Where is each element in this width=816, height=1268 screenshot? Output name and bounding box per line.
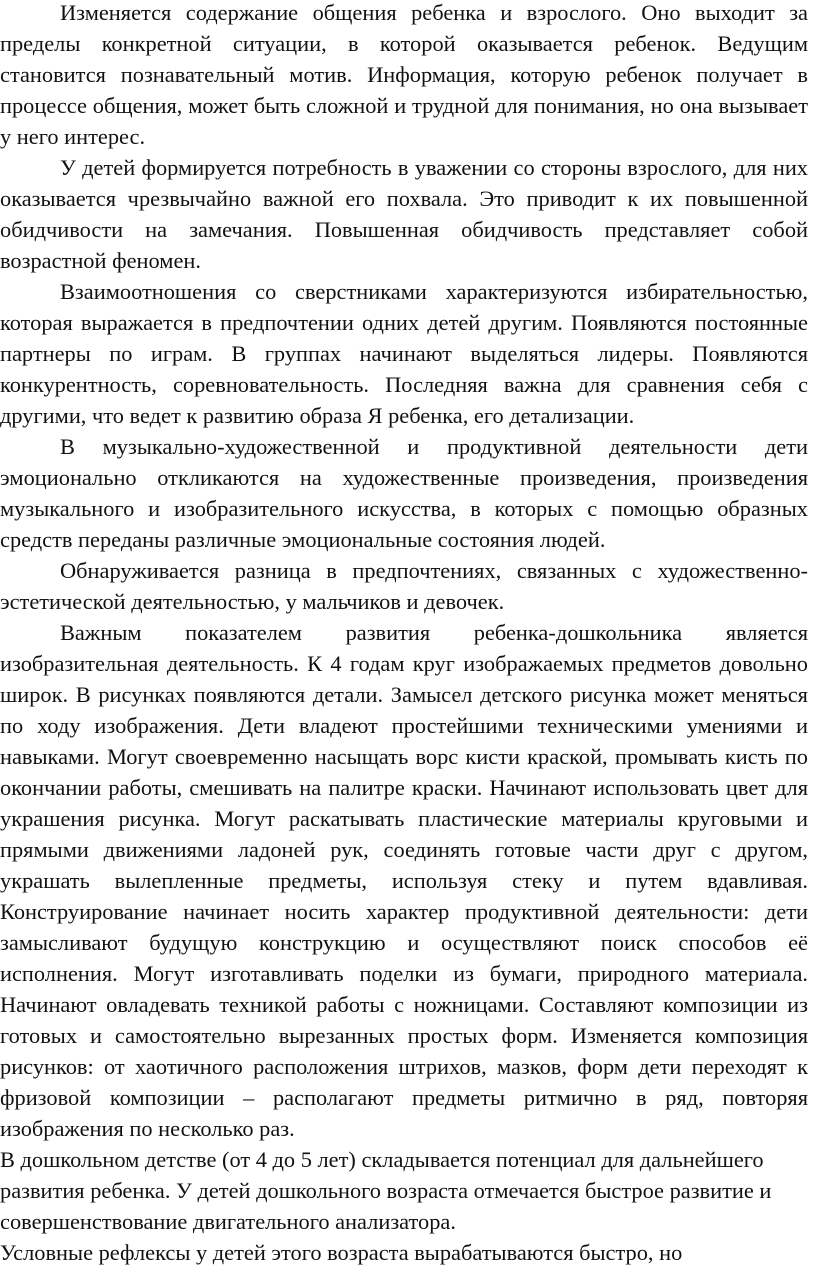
paragraph-potential: В дошкольном детстве (от 4 до 5 лет) складывается потенциал для дальнейшего развития ребенка. У детей дошкольного возраста отмечается быстрое развитие и совершенствование двигательного анализатора.: [0, 1147, 772, 1234]
paragraph-respect: У детей формируется потребность в уважении со стороны взрослого, для них оказывается чрезвычайно важной его похвала. Это приводит к их повышенной обидчивости на замечания. Повышенная обидчивость представляет собой возрастной феномен.: [0, 155, 808, 273]
paragraph-preferences: Обнаруживается разница в предпочтениях, связанных с художественно-эстетической деятельностью, у мальчиков и девочек.: [0, 558, 808, 614]
paragraph-music-art: В музыкально-художественной и продуктивной деятельности дети эмоционально откликаются на художественные произведения, произведения музыкального и изобразительного искусства, в которых с помощью образных средств переданы различные эмоциональные состояния людей.: [0, 434, 808, 552]
paragraph-visual-activity: Важным показателем развития ребенка-дошкольника является изобразительная деятельность. К 4 годам круг изображаемых предметов довольно широк. В рисунках появляются детали. Замысел детского рисунка может меняться по ходу изображения. Дети владеют простейшими техническими умениями и навыками. Могут своевременно насыщать ворс кисти краской, промывать кисть по окончании работы, смешивать на палитре краски. Начинают использовать цвет для украшения рисунка. Могут раскатывать пластические материалы круговыми и прямыми движениями ладоней рук, соединять готовые части друг с другом, украшать вылепленные предметы, используя стеку и путем вдавливая. Конструирование начинает носить характер продуктивной деятельности: дети замысливают будущую конструкцию и осуществляют поиск способов её исполнения. Могут изготавливать поделки из бумаги, природного материала. Начинают овладевать техникой работы с ножницами. Составляют композиции из готовых и самостоятельно вырезанных простых форм. Изменяется композиция рисунков: от хаотичного расположения штрихов, мазков, форм дети переходят к фризовой композиции – располагают предметы ритмично в ряд, повторяя изображения по несколько раз.: [0, 620, 808, 1141]
paragraph-peers: Взаимоотношения со сверстниками характеризуются избирательностью, которая выражается в предпочтении одних детей другим. Появляются постоянные партнеры по играм. В группах начинают выделяться лидеры. Появляются конкурентность, соревновательность. Последняя важна для сравнения себя с другими, что ведет к развитию образа Я ребенка, его детализации.: [0, 279, 808, 428]
paragraph-communication: Изменяется содержание общения ребенка и взрослого. Оно выходит за пределы конкретной ситуации, в которой оказывается ребенок. Ведущим становится познавательный мотив. Информация, которую ребенок получает в процессе общения, может быть сложной и трудной для понимания, но она вызывает у него интерес.: [0, 0, 808, 149]
paragraph-reflexes: Условные рефлексы у детей этого возраста вырабатываются быстро, но: [0, 1240, 683, 1265]
